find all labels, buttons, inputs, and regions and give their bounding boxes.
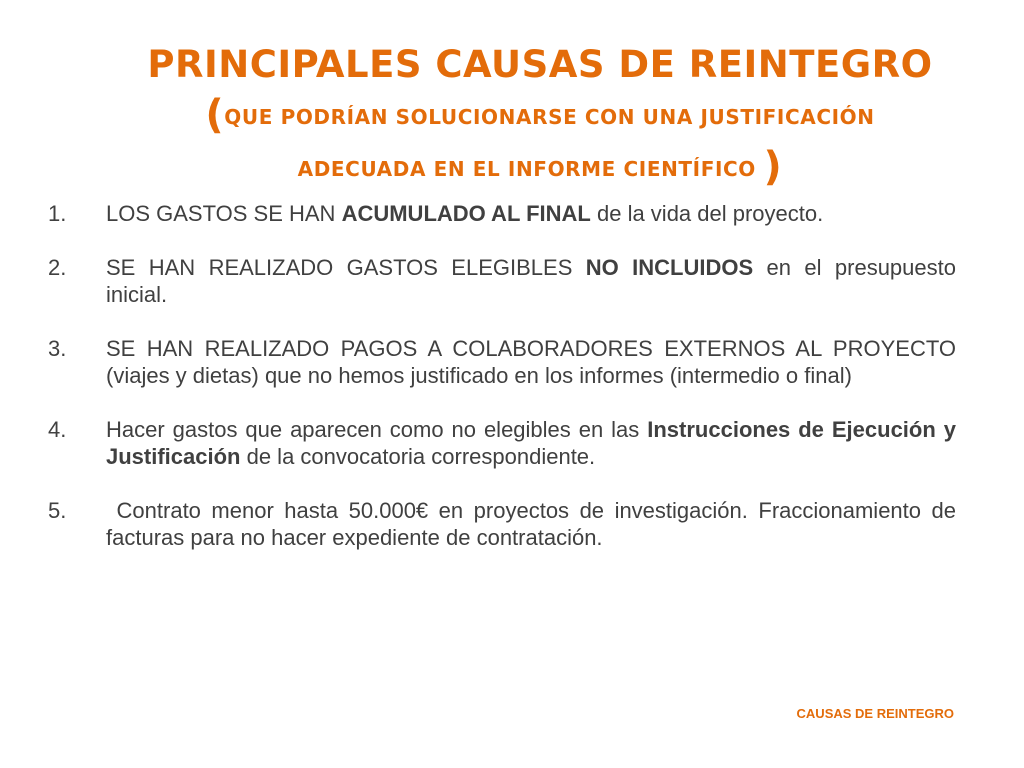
list-item-text: LOS GASTOS SE HAN — [106, 201, 342, 226]
list-item — [48, 335, 963, 389]
title-sub-text-1: QUE PODRÍAN SOLUCIONARSE CON UNA JUSTIFICACIÓN — [224, 105, 875, 129]
footer-label: CAUSAS DE REINTEGRO — [796, 706, 954, 721]
list-item-text: de la convocatoria correspondiente. — [240, 444, 596, 469]
title-subtitle-line2 — [100, 142, 980, 194]
list-item-text: de la vida del proyecto. — [590, 201, 824, 226]
list-item-number: 2. — [48, 255, 67, 280]
title-open-paren: ( — [205, 92, 225, 138]
list-item-emphasis: ACUMULADO AL FINAL — [341, 201, 591, 226]
list-item-emphasis: Instrucciones de Ejecución y Justificación — [106, 417, 981, 469]
list-item — [48, 200, 956, 227]
title-main: PRINCIPALES CAUSAS DE REINTEGRO — [147, 43, 933, 86]
list-item-number: 3. — [48, 336, 67, 361]
list-item-text: SE HAN REALIZADO GASTOS ELEGIBLES — [106, 255, 586, 280]
list-item — [48, 254, 963, 308]
list-item — [48, 416, 981, 470]
causes-list — [48, 200, 981, 578]
list-item-text: SE HAN REALIZADO PAGOS A COLABORADORES EXTERNOS AL PROYECTO (viajes y dietas) que no hemos justificado en los informes (intermedio o final) — [106, 336, 963, 388]
title-sub-text-2: ADECUADA EN EL INFORME CIENTÍFICO — [297, 157, 756, 181]
list-item-number: 1. — [48, 201, 67, 226]
title-subtitle-line1 — [100, 90, 980, 142]
list-item-text: Contrato menor hasta 50.000€ en proyectos de investigación. Fraccionamiento de facturas para no hacer expediente de contratación. — [106, 498, 963, 550]
list-item-number: 5. — [48, 498, 67, 523]
list-item — [48, 497, 963, 551]
list-item-emphasis: NO INCLUIDOS — [585, 255, 754, 280]
title-close-paren: ) — [763, 144, 783, 190]
list-item-text: Hacer gastos que aparecen como no elegibles en las — [106, 417, 648, 442]
list-item-number: 4. — [48, 417, 67, 442]
list-item-text: en el presupuesto inicial. — [106, 255, 963, 307]
slide-title — [100, 40, 980, 194]
